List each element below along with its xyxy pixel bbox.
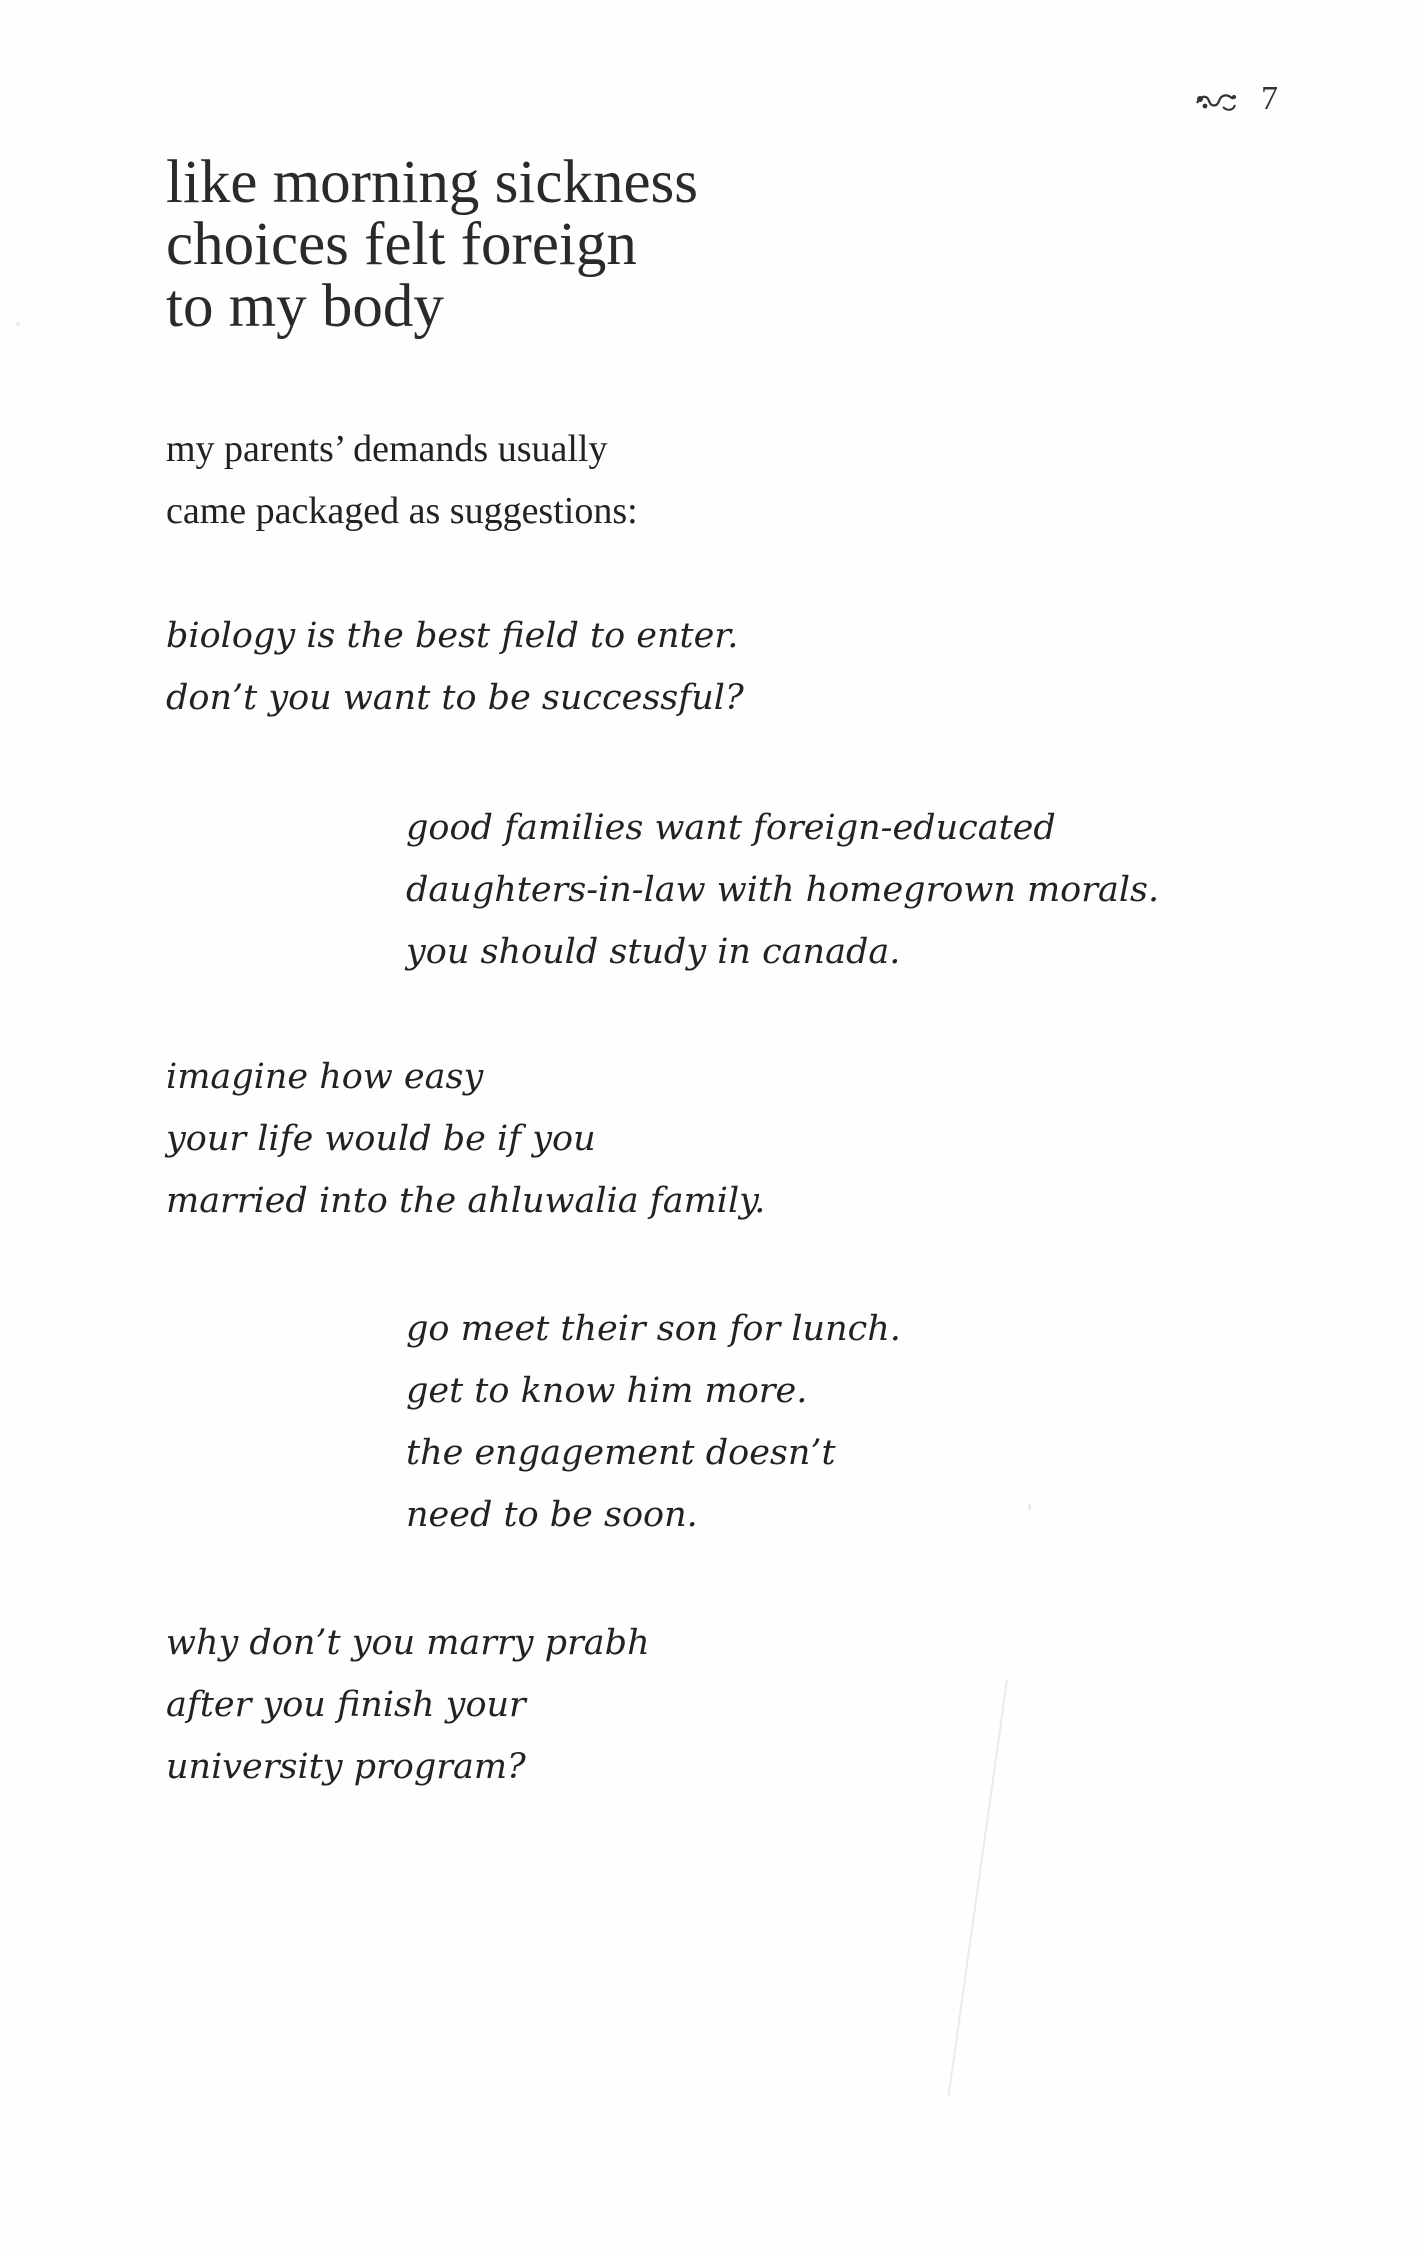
poem-line: after you finish your: [166, 1685, 526, 1725]
poem-line: why don’t you marry prabh: [166, 1623, 650, 1663]
stanza-why-dont-you: [166, 1612, 650, 1798]
title-line: to my body: [166, 273, 444, 340]
title-line: like morning sickness: [166, 149, 698, 216]
fleuron-ornament-icon: [1193, 86, 1239, 112]
page-header: [1193, 80, 1278, 118]
poem-line: the engagement doesn’t: [406, 1433, 836, 1473]
poem-line: biology is the best field to enter.: [166, 616, 739, 656]
page-number: 7: [1261, 80, 1278, 117]
poem-line: go meet their son for lunch.: [406, 1309, 901, 1349]
poem-line: university program?: [166, 1747, 526, 1787]
stanza-go-meet: [406, 1298, 901, 1546]
poem-line: married into the ahluwalia family.: [166, 1181, 766, 1221]
stanza-intro: [166, 418, 638, 542]
stanza-imagine: [166, 1046, 765, 1232]
poem-line: imagine how easy: [166, 1057, 484, 1097]
scan-speck: [1028, 1504, 1031, 1510]
poem-line: your life would be if you: [166, 1119, 596, 1159]
poem-title: [166, 149, 698, 340]
poem-line: don’t you want to be successful?: [166, 678, 744, 718]
poem-line: daughters-in-law with homegrown morals.: [406, 870, 1160, 910]
stanza-good-families: [406, 797, 1159, 983]
poem-line: get to know him more.: [406, 1371, 808, 1411]
poem-line: you should study in canada.: [406, 932, 901, 972]
poem-line: my parents’ demands usually: [166, 428, 608, 470]
stanza-biology: [166, 605, 744, 729]
poem-line: came packaged as suggestions:: [166, 490, 638, 532]
scan-speck: [16, 322, 20, 326]
page-crease: [948, 1680, 1008, 2096]
title-line: choices felt foreign: [166, 211, 637, 278]
poem-line: need to be soon.: [406, 1495, 698, 1535]
poem-line: good families want foreign-educated: [406, 808, 1056, 848]
